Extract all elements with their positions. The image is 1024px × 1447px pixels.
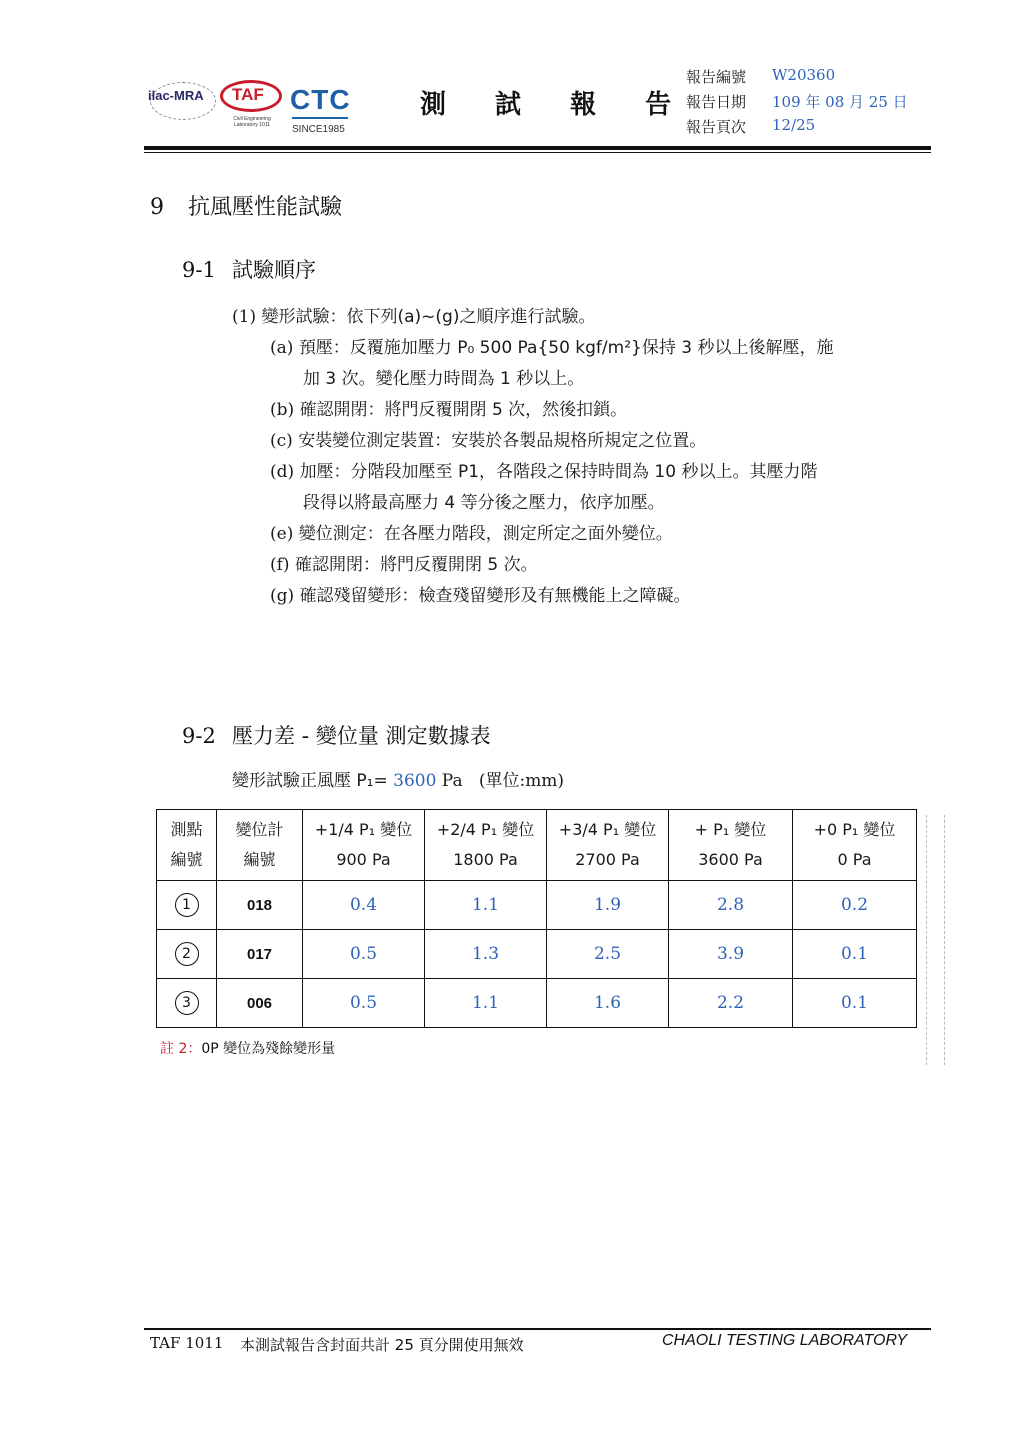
subtitle-prefix: 變形試驗正風壓 P₁= [232, 771, 388, 791]
subtitle-unit: Pa [441, 771, 463, 791]
section-9-1-title: 試驗順序 [232, 258, 316, 282]
header-zero-line2: 0 Pa [837, 850, 872, 869]
section-9-number: 9 [150, 195, 164, 220]
cell-value: 0.4 [303, 881, 425, 930]
section-9-1-number: 9-1 [182, 258, 216, 282]
section-9-1-heading [182, 254, 316, 284]
header-point [157, 810, 217, 881]
header-point-line2: 編號 [170, 850, 203, 869]
ctc-since-label: SINCE1985 [292, 124, 345, 135]
section-9-2-heading [182, 720, 491, 750]
note-label: 註 2： [160, 1041, 202, 1057]
meta-label-page: 報告頁次 [686, 118, 747, 136]
subtitle-pressure-value: 3600 [393, 771, 437, 791]
meta-value-page: 12/25 [772, 116, 816, 134]
note-text: 0P 變位為殘餘變形量 [201, 1041, 336, 1057]
header-quarter [303, 810, 425, 881]
step-e-label: (e) [270, 524, 294, 544]
step-g [270, 581, 691, 606]
step-d-label: (d) [270, 462, 295, 482]
step-a [270, 333, 833, 358]
cell-value: 2.5 [547, 930, 669, 979]
cell-value: 1.3 [425, 930, 547, 979]
table-subtitle [232, 766, 564, 791]
header-three-quarter [547, 810, 669, 881]
header-gauge-line2: 編號 [243, 850, 276, 869]
subtitle-suffix: (單位:mm) [478, 771, 565, 791]
step-g-label: (g) [270, 586, 295, 606]
header-three-quarter-line1: +3/4 P₁ 變位 [558, 820, 657, 839]
step-c-label: (c) [270, 431, 293, 451]
table-note [160, 1038, 335, 1058]
header-gauge-line1: 變位計 [235, 820, 284, 839]
step-b [270, 395, 627, 420]
header-quarter-line2: 900 Pa [336, 850, 391, 869]
meta-label-report-date: 報告日期 [686, 93, 747, 111]
header-gauge [217, 810, 303, 881]
footer-lab-name: CHAOLI TESTING LABORATORY [662, 1332, 908, 1349]
taf-logo-subtext: Civil Engineering Laboratory 1011 [233, 116, 271, 128]
cell-value: 1.9 [547, 881, 669, 930]
document-title: 測 試 報 告 [420, 90, 692, 120]
section-9-2-title: 壓力差 - 變位量 測定數據表 [232, 724, 491, 748]
meta-value-report-date: 109 年 08 月 25 日 [772, 93, 908, 111]
taf-logo: TAF [232, 85, 264, 104]
header-full-line2: 3600 Pa [698, 850, 763, 869]
scan-artifact [926, 815, 927, 1065]
cell-point [157, 930, 217, 979]
header-quarter-line1: +1/4 P₁ 變位 [314, 820, 413, 839]
footer-taf-code: TAF 1011 [150, 1334, 224, 1352]
step-g-text: 確認殘留變形：檢查殘留變形及有無機能上之障礙。 [299, 586, 691, 606]
cell-gauge: 018 [217, 881, 303, 930]
section-9-2-number: 9-2 [182, 724, 216, 748]
cell-value: 1.6 [547, 979, 669, 1028]
cell-point [157, 979, 217, 1028]
item-1-label: (1) [232, 307, 257, 327]
cell-value: 0.1 [793, 930, 917, 979]
ilac-mra-logo: ilac-MRA [148, 88, 204, 103]
header-rule-thin [144, 152, 931, 153]
circled-number: 2 [175, 942, 199, 966]
cell-value: 0.1 [793, 979, 917, 1028]
step-f-text: 確認開閉：將門反覆開閉 5 次。 [294, 555, 538, 575]
cell-value: 2.8 [669, 881, 793, 930]
step-f [270, 550, 538, 575]
displacement-table [156, 809, 917, 1028]
header-full [669, 810, 793, 881]
step-d-line1: 加壓：分階段加壓至 P1，各階段之保持時間為 10 秒以上。其壓力階 [299, 462, 818, 482]
step-e-text: 變位測定：在各壓力階段，測定所定之面外變位。 [298, 524, 673, 544]
cell-gauge: 006 [217, 979, 303, 1028]
step-a-label: (a) [270, 338, 294, 358]
section-9-heading [150, 190, 342, 221]
cell-value: 0.5 [303, 930, 425, 979]
step-d-line2: 段得以將最高壓力 4 等分後之壓力，依序加壓。 [303, 493, 665, 513]
meta-label-report-number: 報告編號 [686, 68, 747, 86]
section-9-title: 抗風壓性能試驗 [188, 195, 343, 220]
step-b-text: 確認開閉：將門反覆開閉 5 次，然後扣鎖。 [299, 400, 628, 420]
header-zero [793, 810, 917, 881]
footer-rule [144, 1328, 931, 1330]
table-header-row [157, 810, 917, 881]
header-half-line2: 1800 Pa [453, 850, 518, 869]
step-b-label: (b) [270, 400, 295, 420]
cell-value: 1.1 [425, 979, 547, 1028]
step-d [270, 457, 817, 482]
item-1-text: 變形試驗：依下列(a)~(g)之順序進行試驗。 [261, 307, 596, 327]
item-1 [232, 302, 595, 327]
scan-artifact [944, 815, 945, 1065]
circled-number: 3 [175, 991, 199, 1015]
step-f-label: (f) [270, 555, 290, 575]
step-a-line2: 加 3 次。變化壓力時間為 1 秒以上。 [303, 369, 585, 389]
header-three-quarter-line2: 2700 Pa [575, 850, 640, 869]
step-c [270, 426, 706, 451]
ctc-logo: CTC [290, 84, 351, 115]
ctc-logo-underline [292, 117, 348, 119]
circled-number: 1 [175, 893, 199, 917]
cell-value: 1.1 [425, 881, 547, 930]
cell-value: 0.5 [303, 979, 425, 1028]
step-e [270, 519, 673, 544]
cell-value: 3.9 [669, 930, 793, 979]
header-zero-line1: +0 P₁ 變位 [813, 820, 896, 839]
step-a-line1: 預壓：反覆施加壓力 P₀ 500 Pa{50 kgf/m²}保持 3 秒以上後解壓，施 [298, 338, 834, 358]
table-row [157, 881, 917, 930]
footer-validity-note: 本測試報告含封面共計 25 頁分開使用無效 [240, 1336, 524, 1354]
table-row [157, 979, 917, 1028]
cell-point [157, 881, 217, 930]
step-c-text: 安裝變位測定裝置：安裝於各製品規格所規定之位置。 [298, 431, 707, 451]
cell-gauge: 017 [217, 930, 303, 979]
header-point-line1: 測點 [170, 820, 203, 839]
header-half-line1: +2/4 P₁ 變位 [436, 820, 535, 839]
header-rule [144, 146, 931, 150]
cell-value: 0.2 [793, 881, 917, 930]
header-full-line1: + P₁ 變位 [694, 820, 767, 839]
cell-value: 2.2 [669, 979, 793, 1028]
header-half [425, 810, 547, 881]
meta-value-report-number: W20360 [772, 66, 836, 84]
table-row [157, 930, 917, 979]
